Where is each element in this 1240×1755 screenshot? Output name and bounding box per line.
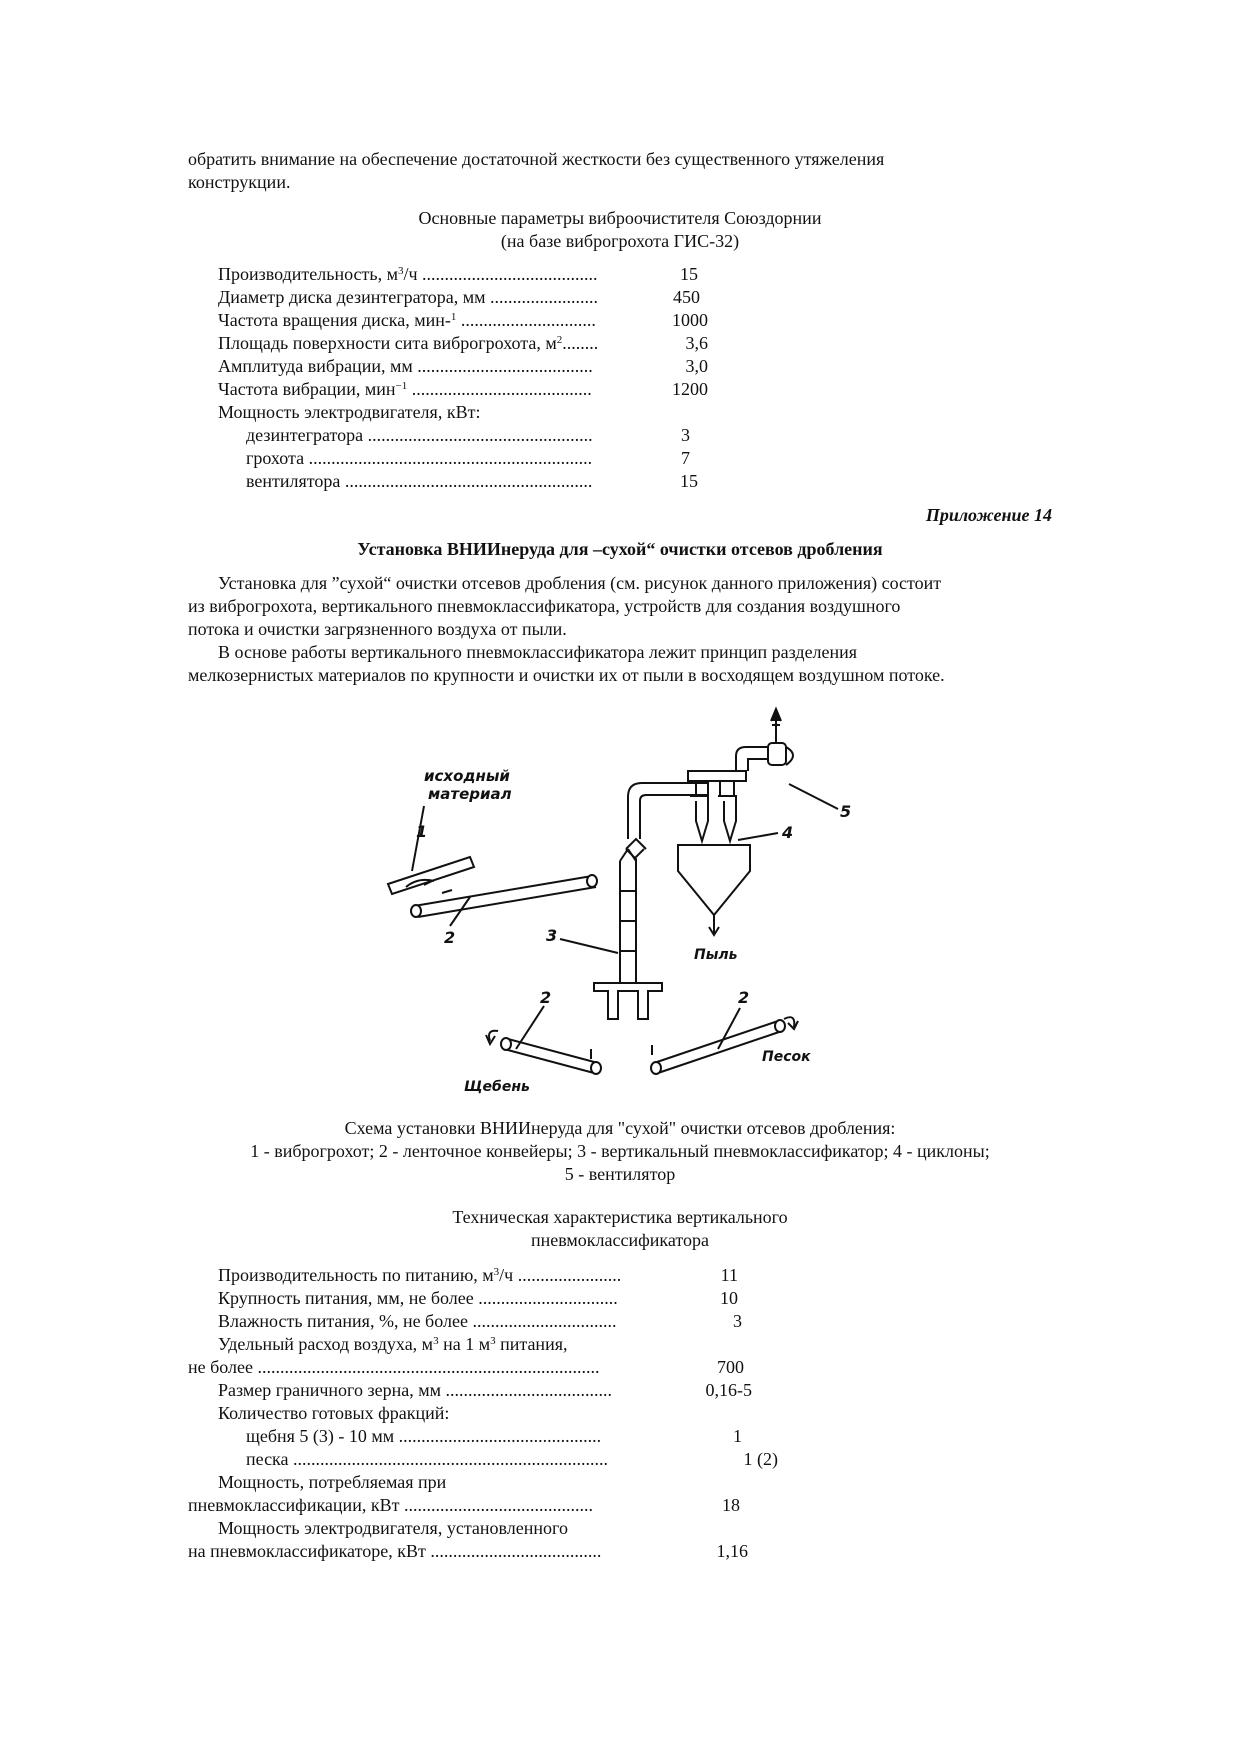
- installation-schematic: [188, 701, 1052, 1111]
- params2-value: 1,16: [716, 1541, 748, 1561]
- params2-row: Мощность, потребляемая при: [218, 1472, 447, 1492]
- label-1: 1: [416, 822, 428, 841]
- para2-line-2: мелкозернистых материалов по крупности и очистки их от пыли в восходящем воздушном потоке.: [188, 665, 945, 685]
- label-2b: 2: [540, 988, 552, 1007]
- params1-value: 3: [681, 425, 690, 445]
- label-5: 5: [840, 802, 852, 821]
- params1-value: 15: [680, 264, 698, 284]
- params1-row: Частота вибрации, мин$^{-1}$ ........................................ 1200: [218, 379, 708, 399]
- vibroscreen-1: [388, 857, 474, 894]
- leader-5: [789, 784, 838, 809]
- params1-title-2: (на базе виброгрохота ГИС-32): [500, 231, 740, 251]
- label-source-2: материал: [428, 785, 512, 803]
- label-sand: Песок: [762, 1049, 811, 1065]
- params2-row: Удельный расход воздуха, $м^3$ на 1 $м^3$ питания,: [218, 1334, 568, 1354]
- label-4: 4: [782, 823, 794, 842]
- params2-row: пневмоклассификации, кВт .......................................... 18: [188, 1495, 740, 1515]
- params1-title-1: Основные параметры виброочистителя Союздорнии: [418, 208, 822, 228]
- params2-value: 18: [722, 1495, 740, 1515]
- fan-5: [736, 709, 793, 771]
- params2-row: Мощность электродвигателя, установленного: [218, 1518, 568, 1538]
- params1-value: 1200: [672, 379, 708, 399]
- appendix-heading: Установка ВНИИнеруда для ‒сухой“ очистки отсевов дробления: [357, 539, 883, 559]
- params1-row: Площадь поверхности сита виброгрохота, $м^2$........ 3,6: [218, 333, 708, 353]
- params2-value: 10: [720, 1288, 738, 1308]
- classifier-column-3: [594, 839, 662, 1019]
- params2-row: Производительность по питанию, $м^3/ч$ ....................... 11: [218, 1265, 738, 1285]
- params2-row: не более ............................................................................ 700: [188, 1357, 744, 1377]
- params2-row: Размер граничного зерна, мм ..................................... 0,16-5: [218, 1380, 752, 1400]
- intro-line-1: обратить внимание на обеспечение достаточной жесткости без существенного утяжеления: [188, 149, 885, 169]
- para1-line-2: из виброгрохота, вертикального пневмоклассификатора, устройств для создания воздушного: [188, 596, 901, 616]
- document-page: [188, 148, 1052, 1563]
- params1-value: 7: [681, 448, 690, 468]
- params2-value: 1: [733, 1426, 742, 1446]
- params1-value: 3,0: [685, 356, 708, 376]
- figure-caption-1: Схема установки ВНИИнеруда для "сухой" очистки отсевов дробления:: [344, 1118, 896, 1138]
- intro-line-2: конструкции.: [188, 172, 291, 192]
- label-source-1: исходный: [424, 767, 510, 785]
- params1-row: Производительность, $м^3/ч$ ....................................... 15: [218, 264, 698, 284]
- leader-2c: [718, 1008, 740, 1049]
- params1-row: Амплитуда вибрации, мм ....................................... 3,0: [218, 356, 708, 376]
- para1-line-1: Установка для ”сухой“ очистки отсевов дробления (см. рисунок данного приложения) состоит: [218, 573, 942, 593]
- leader-4: [738, 833, 778, 840]
- params2-value: 11: [720, 1265, 738, 1285]
- params2-list: [188, 1264, 1052, 1563]
- params1-value: 15: [680, 471, 698, 491]
- params2-row: щебня 5 (3) - 10 мм ............................................. 1: [246, 1426, 742, 1446]
- params2-row: Крупность питания, мм, не более ............................... 10: [218, 1288, 738, 1308]
- label-gravel: Щебень: [464, 1079, 530, 1095]
- para1-line-3: потока и очистки загрязненного воздуха от пыли.: [188, 619, 567, 639]
- params2-row: Количество готовых фракций:: [218, 1403, 450, 1423]
- params1-row: Частота вращения диска, мин-$^1$ .............................. 1000: [218, 310, 708, 330]
- params2-value: 700: [717, 1357, 744, 1377]
- figure-caption-3: 5 - вентилятор: [564, 1164, 676, 1184]
- params2-value: 1 (2): [743, 1449, 778, 1469]
- params2-row: Влажность питания, %, не более ................................ 3: [218, 1311, 742, 1331]
- params1-row: дезинтегратора .................................................. 3: [246, 425, 690, 445]
- label-2c: 2: [738, 988, 750, 1007]
- params2-title-1: Техническая характеристика вертикального: [452, 1207, 788, 1227]
- params1-value: 3,6: [685, 333, 708, 353]
- params1-value: 1000: [672, 310, 708, 330]
- params2-value: 3: [733, 1311, 742, 1331]
- params2-row: песка ...................................................................... 1 (2): [246, 1449, 778, 1469]
- label-2a: 2: [444, 928, 456, 947]
- params2-title-2: пневмоклассификатора: [530, 1230, 710, 1250]
- figure-caption-2: 1 - виброгрохот; 2 - ленточное конвейеры; 3 - вертикальный пневмоклассификатор; 4 - циклоны;: [250, 1141, 990, 1161]
- conveyor-sand: [651, 1017, 798, 1074]
- label-3: 3: [546, 926, 558, 945]
- conveyor-gravel: [486, 1031, 601, 1074]
- para2-line-1: В основе работы вертикального пневмоклассификатора лежит принцип разделения: [218, 642, 858, 662]
- params1-row: Мощность электродвигателя, кВт:: [218, 402, 481, 422]
- params1-value: 450: [673, 287, 700, 307]
- params1-row: вентилятора ....................................................... 15: [246, 471, 698, 491]
- params2-row: на пневмоклассификаторе, кВт ...................................... 1,16: [188, 1541, 748, 1561]
- label-dust: Пыль: [694, 947, 738, 963]
- params1-list: [188, 263, 1052, 493]
- appendix-label: Приложение 14: [925, 505, 1052, 525]
- params1-row: Диаметр диска дезинтегратора, мм ........................ 450: [218, 287, 700, 307]
- conveyor-upper: [411, 875, 597, 917]
- params1-row: грохота ............................................................... 7: [246, 448, 690, 468]
- params2-value: 0,16-5: [705, 1380, 752, 1400]
- leader-3: [560, 939, 618, 953]
